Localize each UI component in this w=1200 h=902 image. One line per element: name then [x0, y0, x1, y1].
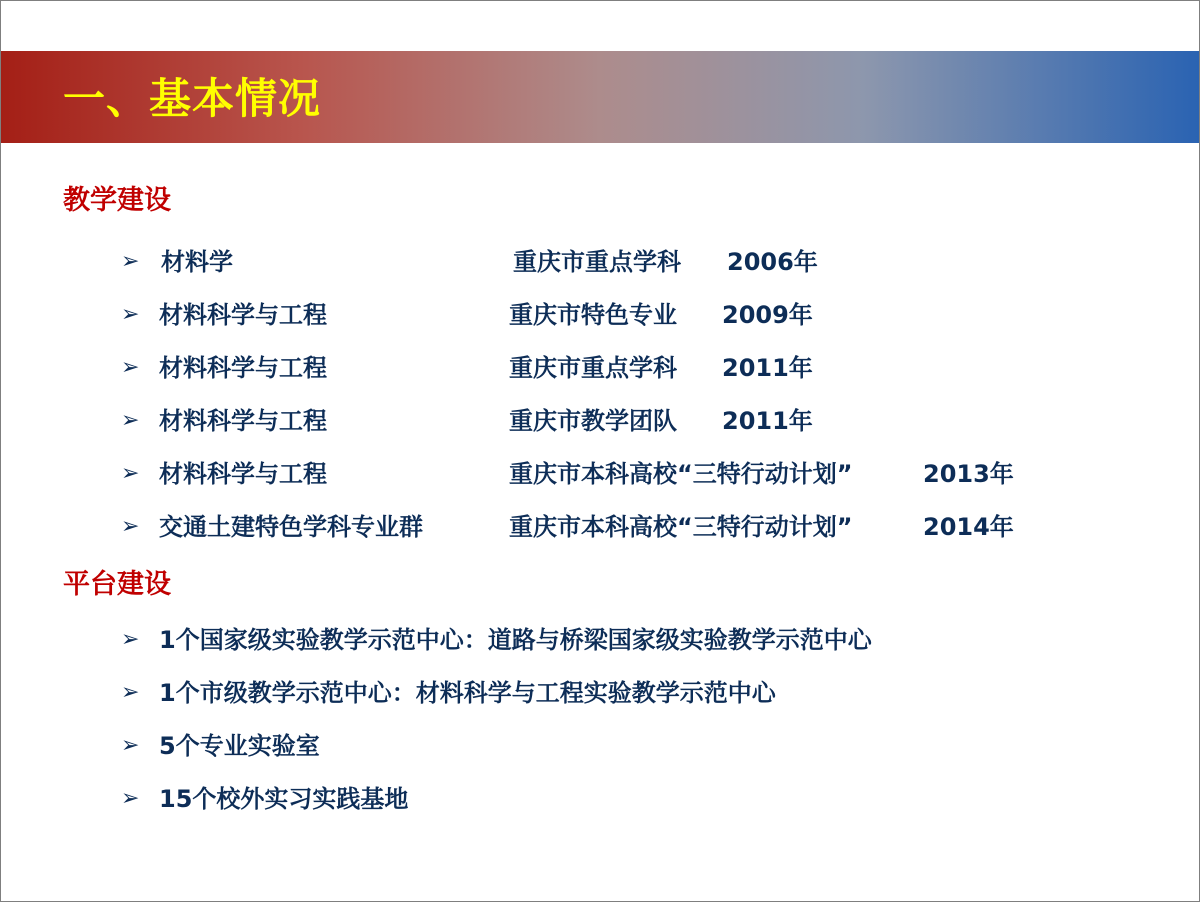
item-desc: 重庆市本科高校“三特行动计划” [509, 513, 853, 541]
arrow-bullet-icon: ➢ [121, 249, 140, 274]
section-heading-teaching: 教学建设 [63, 185, 171, 216]
item-desc: 重庆市重点学科 [513, 248, 681, 276]
item-year: 2013年 [923, 460, 1014, 488]
arrow-bullet-icon: ➢ [121, 461, 140, 486]
item-name: 材料科学与工程 [159, 301, 327, 329]
item-name: 材料科学与工程 [159, 354, 327, 382]
arrow-bullet-icon: ➢ [121, 733, 140, 758]
arrow-bullet-icon: ➢ [121, 514, 140, 539]
item-year: 2014年 [923, 513, 1014, 541]
arrow-bullet-icon: ➢ [121, 408, 140, 433]
item-desc: 重庆市重点学科 [509, 354, 677, 382]
arrow-bullet-icon: ➢ [121, 680, 140, 705]
item-name: 材料科学与工程 [159, 460, 327, 488]
arrow-bullet-icon: ➢ [121, 302, 140, 327]
item-desc: 重庆市本科高校“三特行动计划” [509, 460, 853, 488]
item-text: 1个国家级实验教学示范中心：道路与桥梁国家级实验教学示范中心 [159, 626, 872, 654]
arrow-bullet-icon: ➢ [121, 627, 140, 652]
arrow-bullet-icon: ➢ [121, 355, 140, 380]
arrow-bullet-icon: ➢ [121, 786, 140, 811]
item-name: 交通土建特色学科专业群 [159, 513, 423, 541]
item-year: 2011年 [722, 354, 813, 382]
slide-title: 一、基本情况 [63, 74, 322, 123]
item-text: 5个专业实验室 [159, 732, 320, 760]
item-desc: 重庆市特色专业 [509, 301, 677, 329]
item-text: 1个市级教学示范中心：材料科学与工程实验教学示范中心 [159, 679, 776, 707]
item-year: 2006年 [727, 248, 818, 276]
item-desc: 重庆市教学团队 [509, 407, 677, 435]
item-year: 2011年 [722, 407, 813, 435]
item-text: 15个校外实习实践基地 [159, 785, 409, 813]
item-year: 2009年 [722, 301, 813, 329]
item-name: 材料学 [161, 248, 233, 276]
section-heading-platform: 平台建设 [63, 569, 171, 600]
item-name: 材料科学与工程 [159, 407, 327, 435]
